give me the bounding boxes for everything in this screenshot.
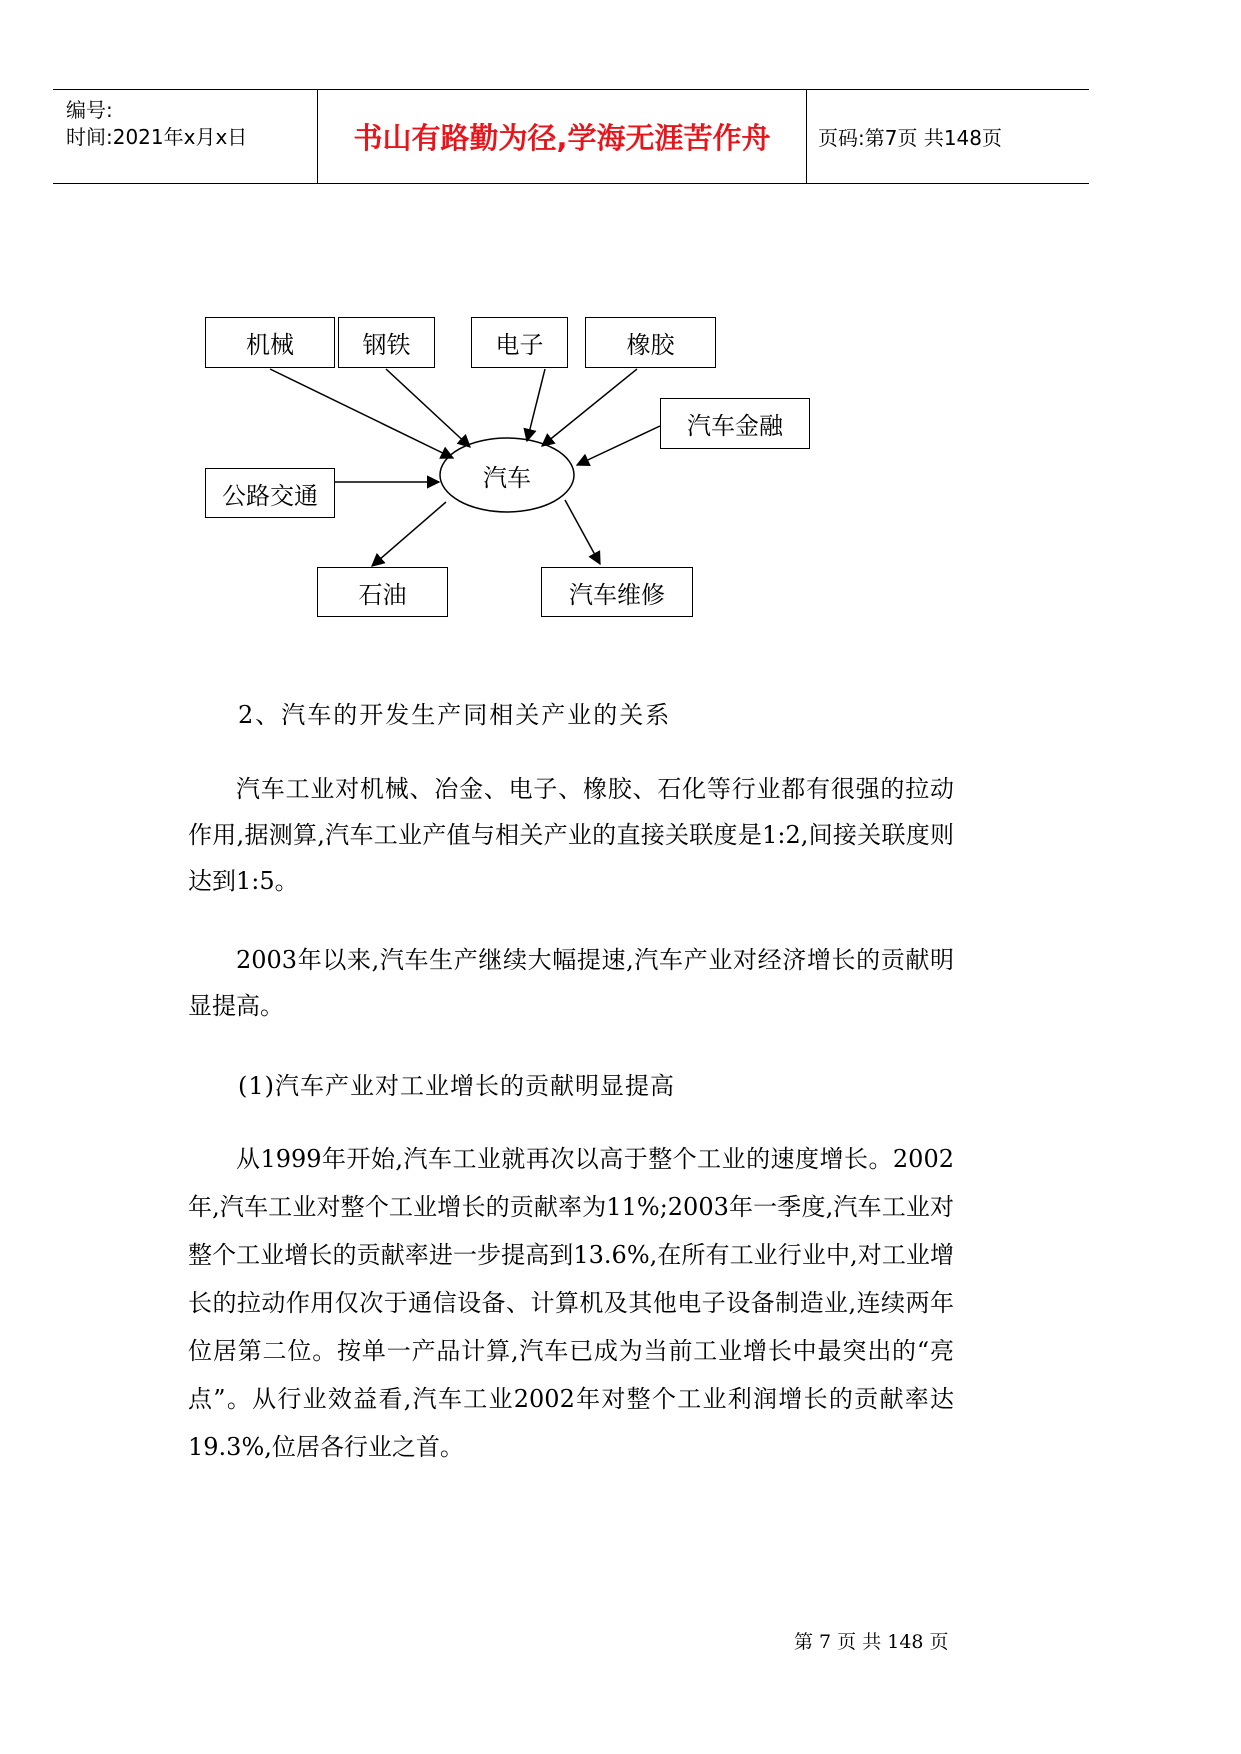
node-machinery — [205, 317, 335, 368]
arrow-rubber — [542, 369, 637, 446]
arrow-steel — [386, 369, 470, 447]
node-auto-finance-label: 汽车金融 — [687, 412, 783, 440]
node-oil — [317, 567, 448, 617]
paragraph-1: 汽车工业对机械、冶金、电子、橡胶、石化等行业都有很强的拉动作用,据测算,汽车工业产值与相关产业的直接关联度是1:2,间接关联度则达到1:5。 — [188, 775, 954, 895]
arrow-oil — [372, 502, 446, 566]
node-oil-label: 石油 — [358, 580, 407, 609]
header-id-label: 编号: — [66, 98, 113, 122]
node-auto-repair — [541, 567, 693, 617]
node-rubber — [585, 317, 716, 368]
node-automobile-label: 汽车 — [483, 463, 531, 492]
arrow-auto-finance — [577, 426, 660, 465]
header-time-label: 时间:2021年x月x日 — [66, 125, 248, 149]
node-steel — [338, 317, 435, 368]
paragraph-2: 2003年以来,汽车生产继续大幅提速,汽车产业对经济增长的贡献明显提高。 — [188, 946, 954, 1020]
node-auto-finance — [660, 398, 810, 449]
header-motto-cell — [317, 90, 807, 183]
arrow-machinery — [270, 369, 453, 458]
subsection-heading: (1)汽车产业对工业增长的贡献明显提高 — [238, 1072, 675, 1100]
node-auto-repair-label: 汽车维修 — [569, 580, 665, 609]
node-rubber-label: 橡胶 — [626, 331, 675, 359]
page-footer: 第 7 页 共 148 页 — [794, 1631, 949, 1653]
header-meta-cell — [53, 90, 317, 183]
node-steel-label: 钢铁 — [362, 331, 411, 359]
node-electronics — [471, 317, 568, 368]
node-machinery-label: 机械 — [246, 331, 294, 359]
node-highway-transport-label: 公路交通 — [222, 481, 318, 510]
page-header — [53, 89, 1089, 184]
header-motto: 书山有路勤为径,学海无涯苦作舟 — [353, 121, 771, 155]
header-page-label: 页码:第7页 共148页 — [818, 126, 1002, 150]
header-page-cell — [806, 90, 1089, 183]
node-automobile — [440, 438, 574, 512]
node-electronics-label: 电子 — [495, 331, 544, 359]
node-highway-transport — [205, 468, 335, 518]
paragraph-3: 从1999年开始,汽车工业就再次以高于整个工业的速度增长。2002年,汽车工业对整个工业增长的贡献率为11%;2003年一季度,汽车工业对整个工业增长的贡献率进一步提高到13.6%,在所有工业行业中,对工业增长的拉动作用仅次于通信设备、计算机及其他电子设备制造业,连续两年位居第二位。按单一产品计算,汽车已成为当前工业增长中最突出的“亮点”。从行业效益看,汽车工业2002年对整个工业利润增长的贡献率达19.3%,位居各行业之首。 — [188, 1145, 954, 1461]
industry-relation-diagram — [190, 310, 830, 630]
arrow-electronics — [527, 369, 545, 441]
section-heading: 2、汽车的开发生产同相关产业的关系 — [238, 701, 672, 729]
